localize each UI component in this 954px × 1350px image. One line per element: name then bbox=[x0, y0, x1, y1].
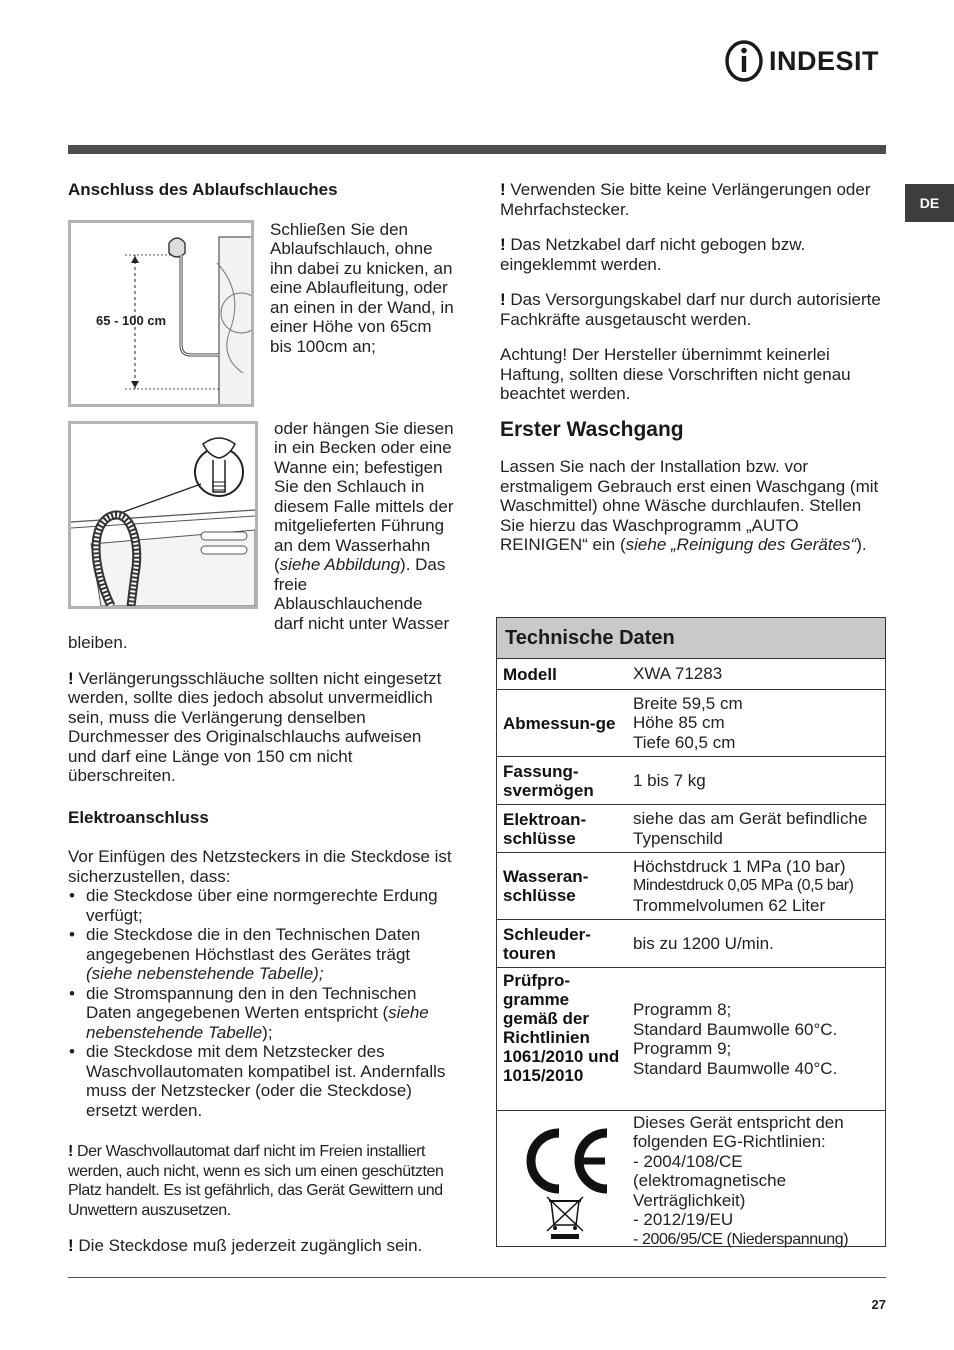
drain-sink-figure bbox=[68, 421, 258, 609]
indesit-logo-icon bbox=[724, 38, 766, 84]
drain-wall-figure bbox=[68, 220, 254, 407]
row-value: XWA 71283 bbox=[633, 664, 723, 684]
ce-mark-cell bbox=[497, 1111, 633, 1251]
warning-cable-bend: ! Das Netzkabel darf nicht gebogen bzw. eingeklemmt werden. bbox=[500, 235, 806, 274]
table-row bbox=[497, 853, 885, 920]
list-item: • die Steckdose über eine normgerechte Erdung verfügt; bbox=[68, 886, 454, 925]
footer-divider bbox=[68, 1277, 886, 1278]
table-row bbox=[497, 659, 885, 690]
warning-icon: ! bbox=[68, 1236, 74, 1255]
table-row bbox=[497, 757, 885, 805]
row-value: siehe das am Gerät befindliche Typenschild bbox=[633, 809, 868, 848]
drain-sink-illustration bbox=[71, 424, 255, 606]
warning-icon: ! bbox=[500, 235, 506, 254]
warning-cable-replace: ! Das Versorgungskabel darf nur durch autorisierte Fachkräfte ausgetauscht werden. bbox=[500, 290, 881, 329]
electric-intro: Vor Einfügen des Netzsteckers in die Steckdose ist sicherzustellen, dass: bbox=[68, 847, 452, 886]
attention-note: Achtung! Der Hersteller übernimmt keinerlei Haftung, sollten diese Vorschriften nicht genau beachtet werden. bbox=[500, 345, 851, 403]
table-row bbox=[497, 1111, 885, 1251]
electric-heading: Elektroanschluss bbox=[68, 807, 209, 827]
electric-checklist bbox=[68, 886, 454, 1120]
row-label: Prüfpro-gramme gemäß der Richtlinien 1061/2010 und 1015/2010 bbox=[503, 971, 620, 1085]
table-row bbox=[497, 920, 885, 968]
indesit-logo bbox=[724, 38, 889, 84]
weee-bin-icon bbox=[547, 1197, 583, 1239]
header-divider-bar bbox=[68, 145, 886, 154]
list-item: • die Steckdose die in den Technischen Daten angegebenen Höchstlast des Gerätes trägt (siehe nebenstehende Tabelle); bbox=[68, 925, 454, 984]
table-row bbox=[497, 690, 885, 757]
row-label: Elektroan-schlüsse bbox=[503, 809, 587, 848]
drain-paragraph-1: Schließen Sie den Ablaufschlauch, ohne ihn dabei zu knicken, an eine Ablaufleitung, oder an einen in der Wand, in einer Höhe von 65cm bis 100cm an; bbox=[270, 219, 454, 356]
drain-paragraph-2: oder hängen Sie diesen in ein Becken oder eine Wanne ein; befestigen Sie den Schlauch in diesem Falle mittels der mitgelieferten Führung an dem Wasserhahn (siehe Abbildung). Das freie Ablauschlauchende darf nicht unter Wasser bleiben. bbox=[68, 418, 454, 652]
row-label: Fassung-svermögen bbox=[503, 761, 594, 800]
ce-mark-icon bbox=[515, 1121, 615, 1241]
drain-heading: Anschluss des Ablaufschlauches bbox=[68, 180, 338, 199]
row-value: Dieses Gerät entspricht den folgenden EG-Richtlinien: - 2004/108/CE (elektromagnetische Verträglichkeit) - 2012/19/EU - 2006/95/CE (Niederspannung) bbox=[633, 1112, 849, 1248]
row-value: Programm 8; Standard Baumwolle 60°C. Programm 9; Standard Baumwolle 40°C. bbox=[633, 1000, 838, 1078]
warning-extension-hoses: ! Verlängerungsschläuche sollten nicht eingesetzt werden, sollte dies jedoch absolut unvermeidlich sein, muss die Verlängerung denselben Durchmesser des Originalschlauchs aufweisen und darf eine Länge von 150 cm nicht überschreiten. bbox=[68, 668, 442, 785]
table-row bbox=[497, 805, 885, 853]
height-dimension-label: 65 - 100 cm bbox=[96, 312, 167, 328]
first-wash-paragraph: Lassen Sie nach der Installation bzw. vor erstmaligem Gebrauch erst einen Waschgang (mit Waschmittel) ohne Wäsche durchlaufen. Stellen Sie hierzu das Waschprogramm „AUTO REINIGEN“ ein (siehe „Reinigung des Gerätes“). bbox=[500, 457, 879, 554]
row-value: Höchstdruck 1 MPa (10 bar) Mindestdruck 0,05 MPa (0,5 bar) Trommelvolumen 62 Liter bbox=[633, 856, 854, 915]
row-value: bis zu 1200 U/min. bbox=[633, 933, 774, 953]
table-row bbox=[497, 968, 885, 1111]
warning-no-extensions: ! Verwenden Sie bitte keine Verlängerungen oder Mehrfachstecker. bbox=[500, 180, 871, 219]
page-number: 27 bbox=[871, 1297, 886, 1312]
right-column bbox=[500, 180, 886, 571]
language-tab: DE bbox=[905, 184, 954, 222]
warning-icon: ! bbox=[500, 290, 506, 309]
left-column bbox=[68, 180, 454, 1272]
list-item: • die Stromspannung den in den Technischen Daten angegebenen Werten entspricht (siehe nebenstehende Tabelle); bbox=[68, 984, 454, 1043]
warning-outdoor: ! Der Waschvollautomat darf nicht im Freien installiert werden, auch nicht, wenn es sich um einen geschützten Platz handelt. Es ist gefährlich, das Gerät Gewittern und Unwettern auszusetzen. bbox=[68, 1143, 444, 1219]
warning-icon: ! bbox=[500, 180, 506, 199]
list-item: • die Steckdose mit dem Netzstecker des Waschvollautomaten kompatibel ist. Andernfalls muss der Netzstecker (oder die Steckdose) ersetzt werden. bbox=[68, 1042, 454, 1120]
logo-wordmark: INDESIT bbox=[769, 46, 880, 76]
row-value: 1 bis 7 kg bbox=[633, 770, 706, 790]
technical-data-table bbox=[496, 617, 886, 1247]
drain-wall-illustration bbox=[71, 223, 251, 404]
row-label: Wasseran-schlüsse bbox=[503, 867, 589, 905]
first-wash-heading: Erster Waschgang bbox=[500, 417, 684, 441]
warning-socket-access: ! Die Steckdose muß jederzeit zugänglich sein. bbox=[68, 1236, 423, 1255]
warning-icon: ! bbox=[68, 1143, 73, 1160]
row-value: Breite 59,5 cm Höhe 85 cm Tiefe 60,5 cm bbox=[633, 693, 743, 752]
row-label: Schleuder-touren bbox=[503, 924, 591, 963]
warning-icon: ! bbox=[68, 668, 74, 688]
row-label: Abmessun-ge bbox=[503, 713, 616, 733]
table-title: Technische Daten bbox=[497, 618, 885, 659]
row-label: Modell bbox=[503, 664, 557, 684]
